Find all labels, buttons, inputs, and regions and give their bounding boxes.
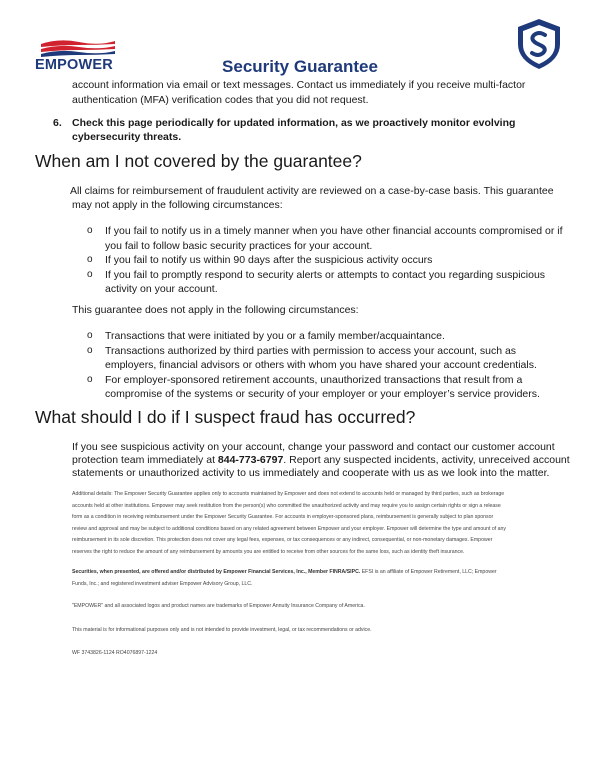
list-item-line: If you fail to notify us in a timely manner when you have other financial accounts compromised or if (105, 225, 563, 237)
list-item-line: you fail to follow basic security practices for your account. (105, 239, 373, 252)
bullet-marker: o (87, 344, 93, 356)
list-item (87, 268, 575, 297)
informational-notice: This material is for informational purposes only and is not intended to provide investment, legal, or tax recommendations or advice. (72, 627, 372, 633)
page-title: Security Guarantee (222, 57, 378, 76)
fineprint-line: form as a condition in receiving reimbursement under the Empower Security Guarantee. For accounts in employer-sponsored plans, reimbursement is generally subject to plan sponsor (72, 514, 494, 520)
list-item-line: activity on your account. (105, 283, 218, 295)
section2-line-1: If you see suspicious activity on your account, change your password and contact our customer account (72, 441, 555, 453)
brand-name: EMPOWER (35, 57, 113, 73)
list-item (87, 253, 575, 268)
bullet-marker: o (87, 330, 93, 341)
not-apply-list (87, 329, 575, 402)
bullet-marker: o (87, 373, 93, 385)
list-item (87, 329, 575, 344)
fineprint-line: accounts held at other institutions. Empower may seek restitution from the person(s) who committed the unauthorized activity and may require you to assign certain rights or sign a release (72, 502, 501, 509)
list-item-line: compromise of the systems or security of your employer or your employer’s service providers. (105, 388, 540, 400)
flag-icon (39, 38, 117, 58)
section1-para-line-1: All claims for reimbursement of fraudulent activity are reviewed on a case-by-case basis. This guarantee (70, 185, 554, 197)
intro-line-2: authentication (MFA) verification codes that you did not request. (72, 94, 369, 106)
intro-line-1: account information via email or text messages. Contact us immediately if you receive multi-factor (72, 79, 526, 91)
section2-line-2-post: . Report any suspected incidents, activity, unreceived account (283, 454, 570, 466)
section-heading-suspect-fraud: What should I do if I suspect fraud has occurred? (35, 407, 416, 427)
securities-line-2: Funds, Inc.; and registered investment adviser Empower Advisory Group, LLC. (72, 580, 253, 587)
securities-bold: Securities, when presented, are offered and/or distributed by Empower Financial Services, Inc., Member FINRA/SIPC. (72, 569, 361, 575)
fineprint-line: reimbursement in its sole discretion. This protection does not cover any legal fees, expenses, or tax consequences or any indirect, consequential, or non-monetary damages. Empower (72, 537, 493, 543)
section-heading-not-covered: When am I not covered by the guarantee? (35, 151, 362, 171)
section1-para-line-2: may not apply in the following circumstances: (72, 199, 283, 211)
list-item-line: For employer-sponsored retirement accounts, unauthorized transactions that result from a (105, 373, 523, 386)
list-item-line: If you fail to notify us within 90 days after the suspicious activity occurs (105, 254, 433, 266)
phone-number: 844-773-6797 (217, 454, 284, 466)
list-item (87, 373, 575, 402)
list-item-line: If you fail to promptly respond to security alerts or attempts to contact you regarding suspicious (105, 268, 546, 281)
item-6-line-1: Check this page periodically for updated information, as we proactively monitor evolving (72, 117, 516, 129)
bullet-marker: o (87, 254, 93, 265)
fineprint-line: Additional details: The Empower Security Guarantee applies only to accounts maintained by Empower and does not extend to accounts held or managed by third parties, such as brokerage (72, 491, 505, 497)
bullet-marker: o (87, 225, 93, 236)
item-6-line-2: cybersecurity threats. (72, 131, 182, 143)
securities-line-1 (72, 567, 567, 579)
list-item-line: employers, financial advisors or others with whom you have shared your account credentials. (105, 359, 537, 371)
trademark-notice: "EMPOWER" and all associated logos and product names are trademarks of Empower Annuity Insurance Company of America. (72, 603, 365, 609)
document-code: WF 3743826-1124 RO4076897-1224 (72, 650, 158, 656)
fineprint-line: review and approval and may be subject to additional conditions based on any related agreement between Empower and your employer. Empower will determine the type and amount of any (72, 525, 506, 532)
list-item (87, 224, 575, 253)
section1-para-2: This guarantee does not apply in the following circumstances: (72, 304, 359, 316)
section2-line-2-pre: protection team immediately at (72, 454, 218, 466)
not-covered-list (87, 224, 575, 297)
fineprint-line: reserves the right to reduce the amount of any reimbursement by amounts you are entitled to receive from other sources for the same loss, such as identity theft insurance. (72, 548, 465, 555)
list-item (87, 344, 575, 373)
additional-details (72, 489, 567, 558)
item-number: 6. (53, 117, 62, 129)
section2-line-3: statements or unauthorized activity to us immediately and cooperate with us as we look into the matter. (72, 467, 550, 479)
securities-disclosure (72, 567, 567, 590)
securities-rest: EFSI is an affiliate of Empower Retirement, LLC; Empower (360, 569, 497, 575)
bullet-marker: o (87, 268, 93, 280)
list-item-line: Transactions authorized by third parties with permission to access your account, such as (105, 344, 517, 357)
list-item-line: Transactions that were initiated by you or a family member/acquaintance. (105, 330, 445, 342)
